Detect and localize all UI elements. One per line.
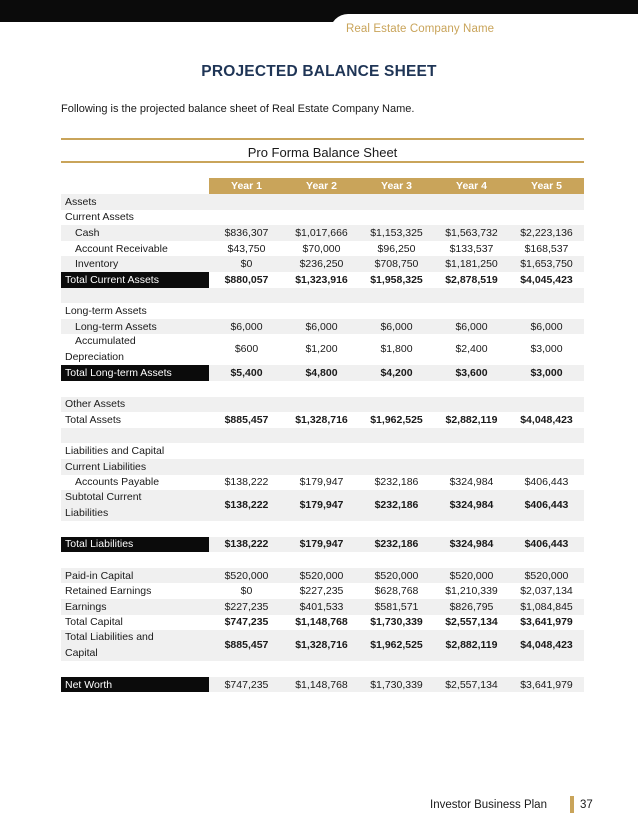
cell-value: $880,057 [209, 272, 284, 288]
table-row [61, 303, 584, 319]
cell-value: $179,947 [284, 490, 359, 521]
table-row [61, 225, 584, 241]
row-label-line-2: Liabilities [65, 506, 109, 519]
cell-value [434, 288, 509, 304]
cell-value [509, 443, 584, 459]
cell-value [434, 428, 509, 444]
cell-value: $401,533 [284, 599, 359, 615]
cell-value [359, 210, 434, 226]
cell-value [284, 210, 359, 226]
cell-value [209, 381, 284, 397]
cell-value: $1,148,768 [284, 677, 359, 693]
cell-value: $138,222 [209, 475, 284, 491]
cell-value [509, 381, 584, 397]
cell-value [359, 303, 434, 319]
table-row [61, 194, 584, 210]
row-label: Earnings [61, 599, 209, 615]
cell-value: $826,795 [434, 599, 509, 615]
row-label [61, 334, 209, 365]
cell-value: $43,750 [209, 241, 284, 257]
cell-value: $3,641,979 [509, 677, 584, 693]
cell-value: $1,563,732 [434, 225, 509, 241]
cell-value [284, 552, 359, 568]
row-label-line-2: Depreciation [65, 350, 124, 363]
cell-value [284, 288, 359, 304]
column-header-year-2: Year 2 [284, 178, 359, 194]
row-label: Assets [61, 194, 209, 210]
cell-value: $406,443 [509, 490, 584, 521]
column-header-year-4: Year 4 [434, 178, 509, 194]
intro-text: Following is the projected balance sheet of Real Estate Company Name. [61, 103, 415, 115]
cell-value: $168,537 [509, 241, 584, 257]
row-label: Retained Earnings [61, 583, 209, 599]
cell-value: $1,323,916 [284, 272, 359, 288]
column-header-year-3: Year 3 [359, 178, 434, 194]
cell-value [509, 397, 584, 413]
row-label: Current Liabilities [61, 459, 209, 475]
cell-value: $179,947 [284, 475, 359, 491]
footer-divider [570, 796, 574, 813]
cell-value [434, 397, 509, 413]
table-row-spacer [61, 428, 584, 444]
cell-value: $708,750 [359, 256, 434, 272]
cell-value: $3,000 [509, 365, 584, 381]
cell-value: $4,200 [359, 365, 434, 381]
cell-value: $2,882,119 [434, 630, 509, 661]
cell-value [209, 194, 284, 210]
row-label [61, 661, 209, 677]
cell-value: $2,882,119 [434, 412, 509, 428]
cell-value [509, 303, 584, 319]
cell-value [434, 443, 509, 459]
cell-value: $6,000 [209, 319, 284, 335]
cell-value [284, 459, 359, 475]
cell-value [509, 288, 584, 304]
row-label-line-1: Total Liabilities and [65, 631, 154, 644]
row-label: Account Receivable [61, 241, 209, 257]
table-row [61, 443, 584, 459]
cell-value: $1,653,750 [509, 256, 584, 272]
row-label [61, 428, 209, 444]
footer-document-name: Investor Business Plan [430, 799, 547, 811]
cell-value [209, 210, 284, 226]
row-label: Net Worth [61, 677, 209, 693]
cell-value [359, 459, 434, 475]
row-label: Total Current Assets [61, 272, 209, 288]
row-label: Cash [61, 225, 209, 241]
cell-value [359, 552, 434, 568]
cell-value: $885,457 [209, 412, 284, 428]
cell-value [209, 443, 284, 459]
row-label-line-2: Capital [65, 646, 98, 659]
column-header-label [61, 178, 209, 194]
cell-value [434, 552, 509, 568]
table-row-spacer [61, 521, 584, 537]
cell-value: $1,730,339 [359, 615, 434, 631]
cell-value [284, 443, 359, 459]
cell-value: $2,557,134 [434, 615, 509, 631]
table-row [61, 583, 584, 599]
cell-value [434, 459, 509, 475]
cell-value: $1,148,768 [284, 615, 359, 631]
table-row-total [61, 412, 584, 428]
cell-value: $747,235 [209, 677, 284, 693]
cell-value [284, 521, 359, 537]
cell-value: $406,443 [509, 537, 584, 553]
cell-value: $4,048,423 [509, 630, 584, 661]
cell-value: $324,984 [434, 537, 509, 553]
row-label: Total Liabilities [61, 537, 209, 553]
cell-value: $3,641,979 [509, 615, 584, 631]
cell-value: $1,800 [359, 334, 434, 365]
cell-value [509, 210, 584, 226]
cell-value: $2,223,136 [509, 225, 584, 241]
cell-value: $3,000 [509, 334, 584, 365]
cell-value: $1,730,339 [359, 677, 434, 693]
row-label: Long-term Assets [61, 303, 209, 319]
table-row-total [61, 615, 584, 631]
cell-value: $3,600 [434, 365, 509, 381]
page-title: PROJECTED BALANCE SHEET [201, 63, 437, 80]
cell-value [209, 397, 284, 413]
cell-value: $1,181,250 [434, 256, 509, 272]
table-row [61, 334, 584, 365]
cell-value [509, 552, 584, 568]
table-header-row [61, 178, 584, 194]
table-row [61, 459, 584, 475]
cell-value: $232,186 [359, 537, 434, 553]
cell-value [284, 661, 359, 677]
cell-value: $581,571 [359, 599, 434, 615]
cell-value: $600 [209, 334, 284, 365]
cell-value: $96,250 [359, 241, 434, 257]
cell-value: $5,400 [209, 365, 284, 381]
table-row-total [61, 272, 584, 288]
balance-sheet-table [61, 178, 584, 692]
column-header-year-5: Year 5 [509, 178, 584, 194]
cell-value: $227,235 [284, 583, 359, 599]
page-number: 37 [580, 799, 593, 811]
cell-value [284, 194, 359, 210]
cell-value [209, 428, 284, 444]
row-label: Total Assets [61, 412, 209, 428]
cell-value: $1,017,666 [284, 225, 359, 241]
table-row-total [61, 490, 584, 521]
cell-value [209, 288, 284, 304]
table-row-total [61, 537, 584, 553]
cell-value: $406,443 [509, 475, 584, 491]
cell-value: $1,200 [284, 334, 359, 365]
table-row [61, 568, 584, 584]
table-row-spacer [61, 381, 584, 397]
row-label: Long-term Assets [61, 319, 209, 335]
row-label [61, 552, 209, 568]
cell-value: $4,048,423 [509, 412, 584, 428]
cell-value: $1,084,845 [509, 599, 584, 615]
row-label [61, 490, 209, 521]
cell-value: $4,800 [284, 365, 359, 381]
row-label: Accounts Payable [61, 475, 209, 491]
cell-value [359, 194, 434, 210]
cell-value [509, 428, 584, 444]
cell-value [359, 381, 434, 397]
row-label: Other Assets [61, 397, 209, 413]
cell-value: $70,000 [284, 241, 359, 257]
cell-value: $0 [209, 583, 284, 599]
cell-value: $520,000 [509, 568, 584, 584]
table-row [61, 210, 584, 226]
cell-value: $138,222 [209, 537, 284, 553]
cell-value: $1,153,325 [359, 225, 434, 241]
cell-value [434, 303, 509, 319]
cell-value: $6,000 [509, 319, 584, 335]
table-row-total [61, 365, 584, 381]
table-row-spacer [61, 288, 584, 304]
cell-value: $1,962,525 [359, 630, 434, 661]
cell-value: $2,557,134 [434, 677, 509, 693]
cell-value: $520,000 [284, 568, 359, 584]
row-label: Paid-in Capital [61, 568, 209, 584]
row-label: Liabilities and Capital [61, 443, 209, 459]
cell-value [434, 194, 509, 210]
cell-value [284, 397, 359, 413]
cell-value [434, 381, 509, 397]
row-label-line-1: Accumulated [75, 335, 136, 348]
table-row [61, 256, 584, 272]
cell-value: $1,962,525 [359, 412, 434, 428]
column-header-year-1: Year 1 [209, 178, 284, 194]
cell-value: $628,768 [359, 583, 434, 599]
cell-value: $4,045,423 [509, 272, 584, 288]
cell-value [284, 428, 359, 444]
cell-value [209, 303, 284, 319]
cell-value: $1,328,716 [284, 412, 359, 428]
table-title: Pro Forma Balance Sheet [61, 138, 584, 163]
cell-value: $0 [209, 256, 284, 272]
cell-value: $885,457 [209, 630, 284, 661]
cell-value: $232,186 [359, 490, 434, 521]
cell-value: $836,307 [209, 225, 284, 241]
row-label [61, 521, 209, 537]
row-label: Current Assets [61, 210, 209, 226]
row-label: Inventory [61, 256, 209, 272]
cell-value [509, 661, 584, 677]
table-row-total [61, 677, 584, 693]
table-row-spacer [61, 661, 584, 677]
cell-value: $236,250 [284, 256, 359, 272]
cell-value [509, 459, 584, 475]
table-row [61, 319, 584, 335]
cell-value [209, 459, 284, 475]
row-label [61, 630, 209, 661]
cell-value [434, 521, 509, 537]
cell-value [509, 194, 584, 210]
cell-value [209, 552, 284, 568]
cell-value: $2,878,519 [434, 272, 509, 288]
cell-value [434, 661, 509, 677]
header-band [0, 0, 638, 40]
cell-value [209, 661, 284, 677]
cell-value [359, 443, 434, 459]
cell-value [359, 661, 434, 677]
cell-value [284, 303, 359, 319]
cell-value: $227,235 [209, 599, 284, 615]
cell-value: $747,235 [209, 615, 284, 631]
cell-value: $2,037,134 [509, 583, 584, 599]
cell-value: $1,210,339 [434, 583, 509, 599]
cell-value [209, 521, 284, 537]
company-name: Real Estate Company Name [346, 23, 495, 35]
cell-value: $138,222 [209, 490, 284, 521]
cell-value [359, 521, 434, 537]
row-label-line-1: Subtotal Current [65, 491, 142, 504]
table-row [61, 397, 584, 413]
cell-value: $1,958,325 [359, 272, 434, 288]
table-row-spacer [61, 552, 584, 568]
cell-value: $2,400 [434, 334, 509, 365]
cell-value: $324,984 [434, 490, 509, 521]
cell-value: $133,537 [434, 241, 509, 257]
cell-value [509, 521, 584, 537]
cell-value: $232,186 [359, 475, 434, 491]
cell-value [359, 288, 434, 304]
cell-value: $1,328,716 [284, 630, 359, 661]
cell-value [434, 210, 509, 226]
cell-value: $179,947 [284, 537, 359, 553]
cell-value: $520,000 [359, 568, 434, 584]
row-label [61, 288, 209, 304]
cell-value [359, 428, 434, 444]
table-row-total [61, 630, 584, 661]
cell-value: $324,984 [434, 475, 509, 491]
table-row [61, 241, 584, 257]
row-label: Total Capital [61, 615, 209, 631]
row-label [61, 381, 209, 397]
cell-value [359, 397, 434, 413]
table-row [61, 599, 584, 615]
cell-value: $6,000 [434, 319, 509, 335]
cell-value: $520,000 [209, 568, 284, 584]
cell-value [284, 381, 359, 397]
row-label: Total Long-term Assets [61, 365, 209, 381]
cell-value: $6,000 [359, 319, 434, 335]
table-row [61, 475, 584, 491]
cell-value: $520,000 [434, 568, 509, 584]
cell-value: $6,000 [284, 319, 359, 335]
